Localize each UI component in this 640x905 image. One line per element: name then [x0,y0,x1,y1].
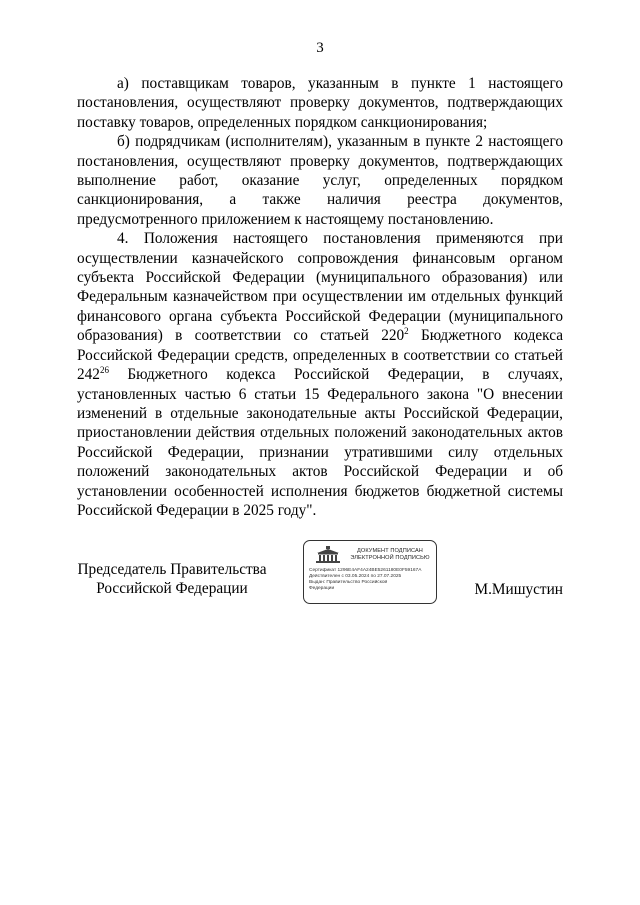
government-building-icon [314,546,342,564]
paragraph-4-text-2: Бюджетного кодекса Российской Федерации средств, определенных в соответствии со статьей 242 [77,327,563,384]
signatory-title-line-1: Председатель Правительства [77,561,267,578]
stamp-heading-line-2: ЭЛЕКТРОННОЙ ПОДПИСЬЮ [350,554,430,561]
stamp-certificate: Сертификат 1296E4AF4A24BE5261180E0F59167A [309,568,422,573]
signatory-name: М.Мишустин [474,581,563,598]
paragraph-4 [77,229,563,520]
stamp-issued-to-line-2: Федерации [309,585,335,591]
electronic-signature-stamp [303,540,437,604]
page-number: 3 [316,40,324,56]
paragraph-4-text-1: 4. Положения настоящего постановления применяются при осуществлении казначейского сопровождения финансовым органом субъекта Российской Федерации (муниципального образования) или Федеральным казначейством при осуществлении им отдельных функций финансового органа субъекта Российской Федерации (муниципального образования) в соответствии со статьей 220 [77,230,563,345]
article-superscript-1: 2 [404,326,409,337]
paragraph-a: а) поставщикам товаров, указанным в пункте 1 настоящего постановления, осуществляют проверку документов, подтверждающих поставку товаров, определенных порядком санкционирования; [77,75,563,131]
signatory-title-line-2: Российской Федерации [96,580,248,598]
stamp-heading-line-1: ДОКУМЕНТ ПОДПИСАН [357,548,423,554]
stamp-heading [346,548,434,561]
stamp-issued-to-line-1: Выдан: Правительство Российской [309,579,388,585]
stamp-details [309,568,435,592]
document-body [77,74,563,520]
paragraph-b: б) подрядчикам (исполнителям), указанным в пункте 2 настоящего постановления, осуществляют проверку документов, подтверждающих выполнение работ, оказание услуг, определенных порядком санкционирования, а также наличия реестра документов, предусмотренного приложением к настоящему постановлению. [77,133,563,228]
stamp-validity: Действителен с 03.05.2024 по 27.07.2025 [309,573,402,579]
article-superscript-2: 26 [99,365,109,375]
paragraph-4-text-3: Бюджетного кодекса Российской Федерации, в случаях, установленных частью 6 статьи 15 Федерального закона "О внесении изменений в отдельные законодательные акты Российской Федерации, приостановлении действия отдельных положений законодательных актов Российской Федерации, признании утратившими силу отдельных положений законодательных актов Российской Федерации и об установлении особенностей исполнения бюджетов бюджетной системы Российской Федерации в 2025 году". [77,366,563,519]
signatory-title [77,560,267,599]
